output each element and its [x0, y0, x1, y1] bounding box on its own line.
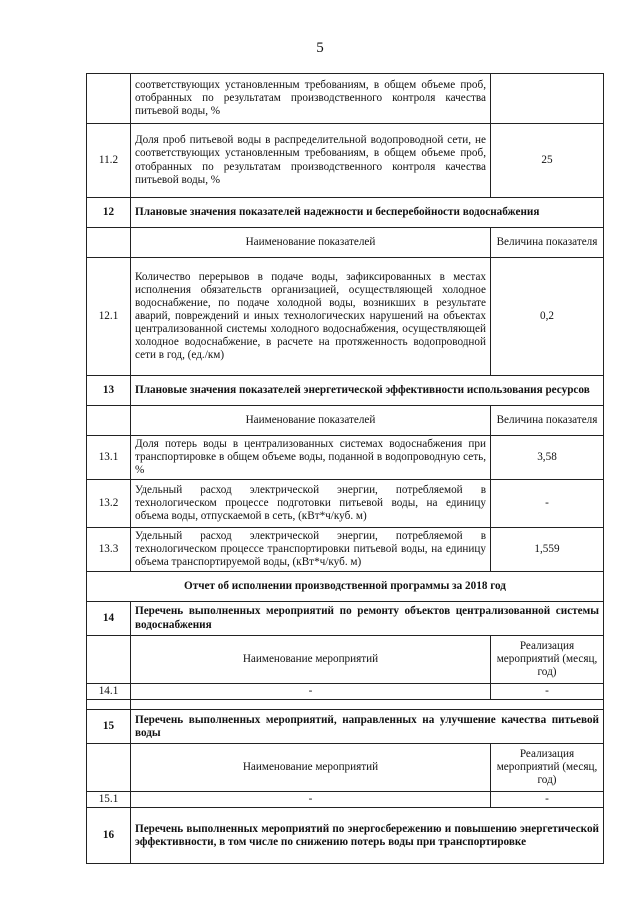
- header-name-cell: Наименование мероприятий: [131, 744, 491, 792]
- row-number-cell: 14.1: [87, 684, 131, 700]
- indicator-value-cell: -: [491, 792, 604, 808]
- header-value-cell: Реализация мероприятий (месяц, год): [491, 744, 604, 792]
- spacer-cell: [131, 700, 604, 710]
- section-title-cell: Плановые значения показателей энергетической эффективности использования ресурсов: [131, 376, 604, 406]
- header-number-cell: [87, 744, 131, 792]
- table-row: [87, 436, 604, 480]
- indicator-name-cell: -: [131, 792, 491, 808]
- header-number-cell: [87, 636, 131, 684]
- section-row: [87, 602, 604, 636]
- section-title-cell: Перечень выполненных мероприятий, направленных на улучшение качества питьевой воды: [131, 710, 604, 744]
- section-number-cell: 14: [87, 602, 131, 636]
- header-row: [87, 744, 604, 792]
- indicator-value-cell: 25: [491, 124, 604, 198]
- indicator-name-cell: Доля потерь воды в централизованных системах водоснабжения при транспортировке в общем объеме воды, поданной в водопроводную сеть, %: [131, 436, 491, 480]
- header-value-cell: Величина показателя: [491, 406, 604, 436]
- row-number-cell: 13.1: [87, 436, 131, 480]
- indicator-value-cell: [491, 74, 604, 124]
- header-value-cell: Реализация мероприятий (месяц, год): [491, 636, 604, 684]
- indicator-name-cell: соответствующих установленным требованиям, в общем объеме проб, отобранных по результатам производственного контроля качества питьевой воды, %: [131, 74, 491, 124]
- indicator-name-cell: Доля проб питьевой воды в распределительной водопроводной сети, не соответствующих установленным требованиям, в общем объеме проб, отобранных по результатам производственного контроля качества питьевой воды, %: [131, 124, 491, 198]
- spacer-cell: [87, 700, 131, 710]
- row-number-cell: 13.2: [87, 480, 131, 528]
- section-row: [87, 198, 604, 228]
- header-value-cell: Величина показателя: [491, 228, 604, 258]
- page-number: 5: [316, 40, 324, 56]
- header-name-cell: Наименование показателей: [131, 228, 491, 258]
- header-row: [87, 636, 604, 684]
- indicator-name-cell: -: [131, 684, 491, 700]
- header-row: [87, 228, 604, 258]
- header-name-cell: Наименование показателей: [131, 406, 491, 436]
- section-number-cell: 15: [87, 710, 131, 744]
- section-row: [87, 710, 604, 744]
- indicators-table: [86, 73, 604, 864]
- row-number-cell: [87, 74, 131, 124]
- indicator-name-cell: Удельный расход электрической энергии, потребляемой в технологическом процессе подготовки питьевой воды, на единицу объема воды, отпускаемой в сеть, (кВт*ч/куб. м): [131, 480, 491, 528]
- row-number-cell: 13.3: [87, 528, 131, 572]
- section-title-cell: Плановые значения показателей надежности и бесперебойности водоснабжения: [131, 198, 604, 228]
- header-name-cell: Наименование мероприятий: [131, 636, 491, 684]
- spacer-row: [87, 700, 604, 710]
- section-title-cell: Перечень выполненных мероприятий по энергосбережению и повышению энергетической эффективности, в том числе по снижению потерь воды при транспортировке: [131, 808, 604, 864]
- table-row: [87, 124, 604, 198]
- report-title-row: [87, 572, 604, 602]
- report-title: Отчет об исполнении производственной программы за 2018 год: [87, 572, 604, 602]
- table-row: [87, 74, 604, 124]
- section-row: [87, 376, 604, 406]
- table-row: [87, 684, 604, 700]
- indicator-name-cell: Удельный расход электрической энергии, потребляемой в технологическом процессе транспортировки питьевой воды, на единицу объема транспортируемой воды, (кВт*ч/куб. м): [131, 528, 491, 572]
- row-number-cell: 15.1: [87, 792, 131, 808]
- header-row: [87, 406, 604, 436]
- row-number-cell: 12.1: [87, 258, 131, 376]
- header-number-cell: [87, 406, 131, 436]
- table-row: [87, 792, 604, 808]
- section-number-cell: 12: [87, 198, 131, 228]
- section-number-cell: 16: [87, 808, 131, 864]
- section-number-cell: 13: [87, 376, 131, 406]
- indicator-value-cell: -: [491, 684, 604, 700]
- row-number-cell: 11.2: [87, 124, 131, 198]
- indicator-value-cell: 1,559: [491, 528, 604, 572]
- indicator-value-cell: -: [491, 480, 604, 528]
- indicator-name-cell: Количество перерывов в подаче воды, зафиксированных в местах исполнения обязательств организацией, осуществляющей холодное водоснабжение, по подаче холодной воды, возникших в результате аварий, повреждений и иных технологических нарушений на объектах централизованной системы холодного водоснабжения, осуществляющей холодное водоснабжение, в расчете на протяженность водопроводной сети в год, (ед./км): [131, 258, 491, 376]
- table-row: [87, 480, 604, 528]
- section-row: [87, 808, 604, 864]
- table-row: [87, 528, 604, 572]
- header-number-cell: [87, 228, 131, 258]
- table-row: [87, 258, 604, 376]
- indicator-value-cell: 0,2: [491, 258, 604, 376]
- indicator-value-cell: 3,58: [491, 436, 604, 480]
- section-title-cell: Перечень выполненных мероприятий по ремонту объектов централизованной системы водоснабжения: [131, 602, 604, 636]
